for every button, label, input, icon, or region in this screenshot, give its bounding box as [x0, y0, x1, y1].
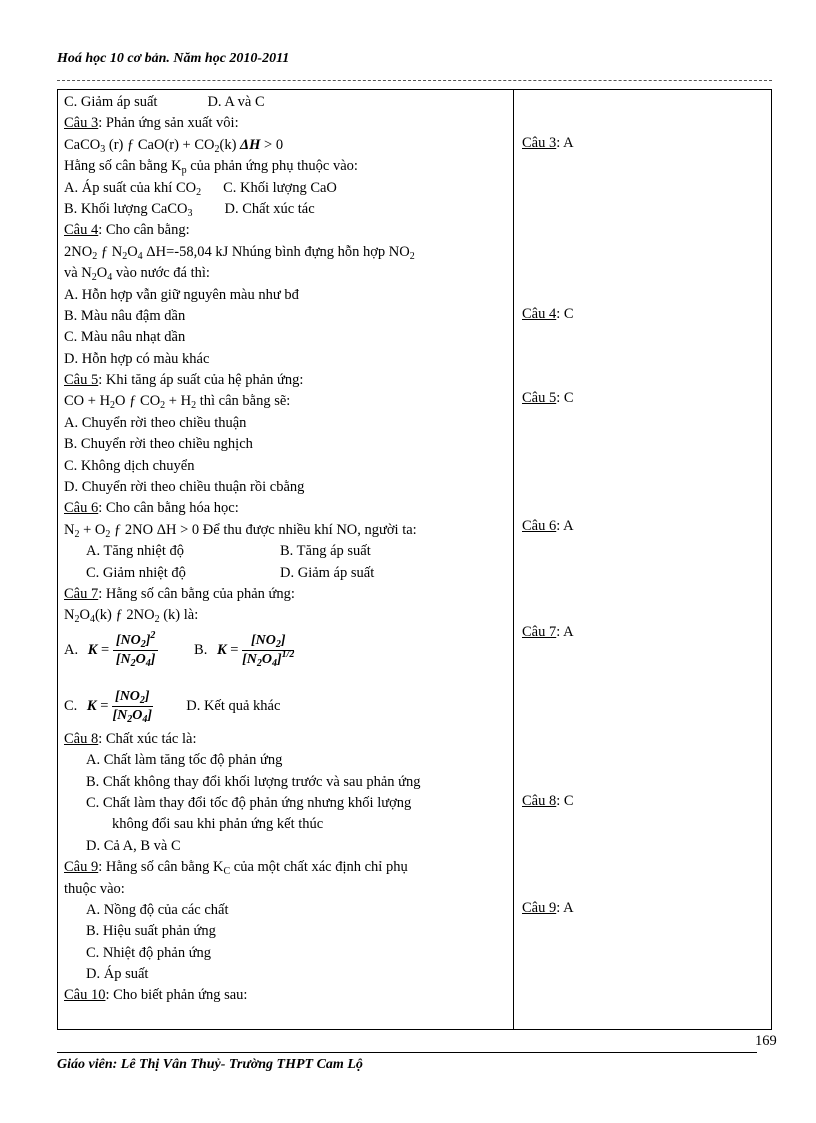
question-5-equation: CO + $H_2O$ ƒ $CO_2 + H_2$ thì cân bằng sẽ: [64, 393, 291, 412]
question-9-title: Câu 9: Hằng số cân bằng $K_C$ của một chất xác định chỉ phụ [64, 859, 408, 878]
question-4-option-c: C. Màu nâu nhạt dần [64, 329, 186, 346]
answer-q7: Câu 7: A [522, 624, 574, 640]
page-header: Hoá học 10 cơ bản. Năm học 2010-2011 [57, 51, 290, 66]
question-7-options-ab: A. K = $\frac{[NO_2]^2}{[N_2O_4]}$ B. K = $\frac{[NO_2]}{[N_2O_4]^{1/2}}$ [64, 629, 295, 669]
header-divider [57, 80, 772, 81]
fraction-a: $\frac{[NO_2]^2}{[N_2O_4]}$ [113, 632, 159, 669]
question-4-option-a: A. Hỗn hợp vẫn giữ nguyên màu như bđ [64, 286, 299, 303]
question-column [64, 92, 510, 1007]
question-3-options-ac: A. Áp suất của khí $CO_2$ C. Khối lượng CaO [64, 179, 337, 198]
question-6-equation: $N_2 + O_2$ ƒ 2NO ΔH > 0 Để thu được nhiều khí NO, người ta: [64, 521, 417, 540]
question-4-equation-cont: và $N_2O_4$ vào nước đá thì: [64, 265, 210, 284]
column-divider [513, 90, 514, 1029]
question-9-option-d: D. Áp suất [86, 966, 149, 983]
question-5-option-c: C. Không dịch chuyển [64, 457, 195, 474]
question-10-title: Câu 10: Cho biết phản ứng sau: [64, 987, 248, 1004]
question-4-option-b: B. Màu nâu đậm dần [64, 307, 186, 324]
question-7-title: Câu 7: Hằng số cân bằng của phản ứng: [64, 585, 295, 602]
footer-divider [57, 1052, 757, 1053]
line-q2-options: C. Giảm áp suất D. A và C [64, 94, 265, 110]
question-8-option-a: A. Chất làm tăng tốc độ phản ứng [86, 752, 283, 769]
question-6-title: Câu 6: Cho cân bằng hóa học: [64, 500, 239, 517]
question-3-options-bd: B. Khối lượng CaCO$_3$ D. Chất xúc tác [64, 200, 315, 219]
question-3-title: Câu 3: Phản ứng sản xuất vôi: [64, 115, 239, 132]
answer-q4: Câu 4: C [522, 306, 574, 322]
fraction-b: $\frac{[NO_2]}{[N_2O_4]^{1/2}}$ [242, 632, 295, 669]
page-footer: Giáo viên: Lê Thị Vân Thuỷ- Trường THPT Cam Lộ [57, 1057, 363, 1072]
question-answer-table [57, 89, 772, 1030]
fraction-c: $\frac{[NO_2]}{[N_2O_4]}$ [112, 688, 153, 725]
answer-q8: Câu 8: C [522, 793, 574, 809]
question-6-options-cd: C. Giảm nhiệt độ D. Giảm áp suất [86, 564, 375, 581]
question-9-option-a: A. Nồng độ của các chất [86, 901, 229, 918]
question-5-option-d: D. Chuyển rời theo chiều thuận rồi cbằng [64, 479, 305, 496]
question-8-option-c: C. Chất làm thay đổi tốc độ phản ứng nhưng khối lượng [86, 794, 412, 811]
question-4-title: Câu 4: Cho cân bằng: [64, 222, 190, 239]
question-5-option-b: B. Chuyển rời theo chiều nghịch [64, 436, 253, 453]
question-8-option-c-cont: không đổi sau khi phản ứng kết thúc [112, 816, 324, 833]
answer-q3: Câu 3: A [522, 135, 574, 151]
page-number: 169 [755, 1033, 777, 1049]
question-4-equation: $2NO_2$ ƒ $N_2O_4$ ΔH=-58,04 kJ Nhúng bình đựng hỗn hợp $NO_2$ [64, 243, 415, 262]
question-8-option-d: D. Cả A, B và C [86, 837, 181, 854]
answer-q9: Câu 9: A [522, 900, 574, 916]
question-7-equation: $N_2O_4(k)$ ƒ $2NO_2$ (k) là: [64, 607, 199, 626]
question-6-options-ab: A. Tăng nhiệt độ B. Tăng áp suất [86, 543, 371, 560]
question-4-option-d: D. Hỗn hợp có màu khác [64, 350, 210, 367]
question-3-equation: CaCO$_3$ (r) ƒ $CaO(r) + CO_2(k) \Delta H > 0$ [64, 136, 284, 155]
question-9-option-b: B. Hiệu suất phản ứng [86, 923, 216, 940]
question-3-kp: Hằng số cân bằng $K_p$ của phản ứng phụ thuộc vào: [64, 158, 358, 177]
answer-q5: Câu 5: C [522, 390, 574, 406]
question-9-title-cont: thuộc vào: [64, 880, 125, 897]
question-8-title: Câu 8: Chất xúc tác là: [64, 730, 197, 747]
question-5-option-a: A. Chuyển rời theo chiều thuận [64, 414, 247, 431]
question-7-options-cd: C. K = $\frac{[NO_2]}{[N_2O_4]}$ D. Kết quả khác [64, 688, 281, 725]
question-9-option-c: C. Nhiệt độ phản ứng [86, 944, 212, 961]
question-8-option-b: B. Chất không thay đổi khối lượng trước và sau phản ứng [86, 773, 421, 790]
answer-q6: Câu 6: A [522, 518, 574, 534]
question-5-title: Câu 5: Khi tăng áp suất của hệ phản ứng: [64, 372, 304, 389]
